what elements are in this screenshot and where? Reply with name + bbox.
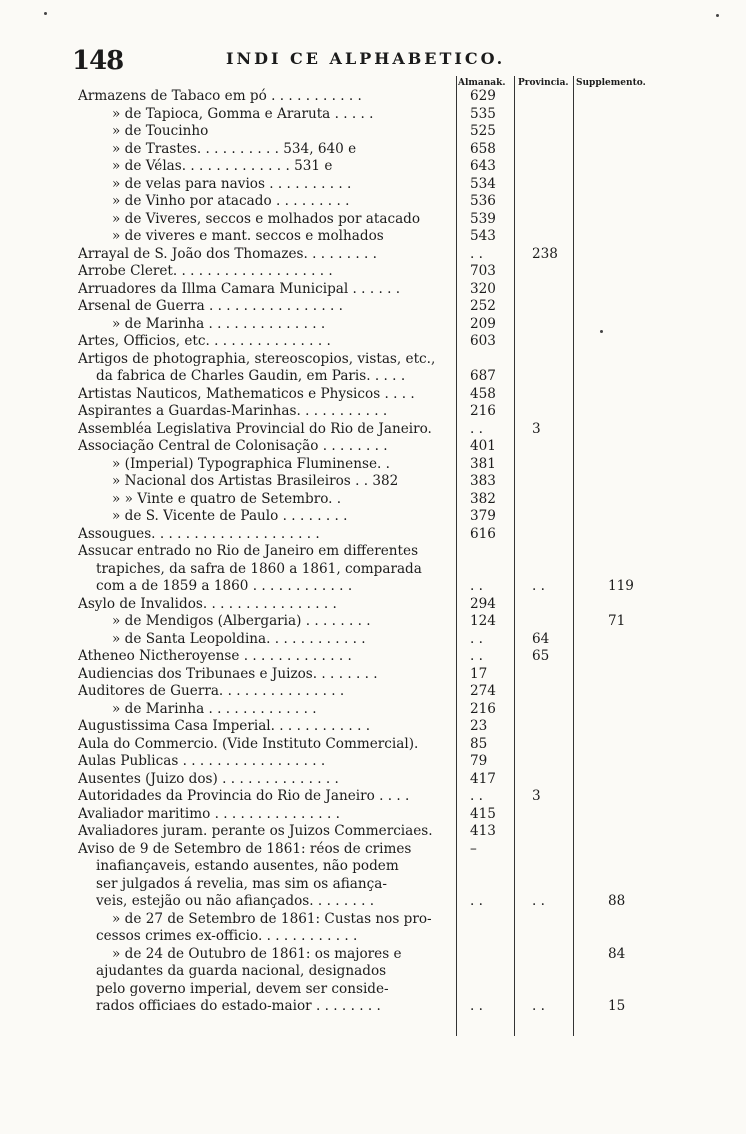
- index-row: [0, 963, 746, 981]
- entry-text: Aviso de 9 de Setembro de 1861: réos de crimes: [78, 840, 412, 857]
- entry-text: Assougues. . . . . . . . . . . . . . . . . . . .: [78, 525, 320, 542]
- page-number: 148: [72, 46, 124, 76]
- entry-text: » » Vinte e quatro de Setembro. .: [112, 490, 342, 507]
- almanak-ref: 209: [470, 315, 496, 332]
- entry-text: Auditores de Guerra. . . . . . . . . . . . . . .: [78, 683, 345, 699]
- almanak-ref: 294: [470, 595, 496, 612]
- supplemento-ref: 88: [608, 893, 626, 909]
- index-row: [0, 596, 746, 614]
- entry-text: Assucar entrado no Rio de Janeiro em differentes: [78, 543, 419, 559]
- provincia-ref: . .: [532, 893, 545, 909]
- almanak-ref: 252: [470, 298, 496, 314]
- entry-text: Artigos de photographia, stereoscopios, vistas, etc.,: [78, 350, 436, 367]
- index-row: [0, 298, 746, 316]
- entry-text: Arsenal de Guerra . . . . . . . . . . . . . . . .: [78, 298, 343, 314]
- almanak-ref: 216: [470, 403, 496, 419]
- entry-text: » de Marinha . . . . . . . . . . . . . .: [112, 315, 326, 332]
- provincia-ref: . .: [532, 998, 545, 1014]
- index-row: [0, 421, 746, 439]
- almanak-ref: . .: [470, 788, 483, 804]
- entry-text: ser julgados á revelia, mas sim os afiança-: [96, 875, 387, 892]
- supplemento-ref: 71: [608, 613, 626, 629]
- index-row: [0, 491, 746, 509]
- provincia-ref: 238: [532, 245, 558, 262]
- index-row: [0, 176, 746, 194]
- print-speck: [716, 14, 719, 17]
- index-row: [0, 841, 746, 859]
- index-row: [0, 666, 746, 684]
- index-row: [0, 806, 746, 824]
- index-row: [0, 88, 746, 106]
- almanak-ref: 320: [470, 280, 496, 297]
- index-row: [0, 631, 746, 649]
- index-row: [0, 141, 746, 159]
- index-row: [0, 753, 746, 771]
- entry-text: Audiencias dos Tribunaes e Juizos. . . . . . . .: [78, 665, 378, 682]
- index-row: [0, 701, 746, 719]
- almanak-ref: 534: [470, 175, 496, 192]
- entry-text: » de Viveres, seccos e molhados por atacado: [112, 210, 421, 227]
- entry-text: Arrobe Cleret. . . . . . . . . . . . . . . . . . .: [78, 263, 333, 279]
- index-row: [0, 543, 746, 561]
- almanak-ref: 458: [470, 385, 496, 402]
- index-row: [0, 281, 746, 299]
- supplemento-ref: 119: [608, 578, 634, 594]
- column-header-supplemento: Supplemento.: [576, 78, 646, 88]
- entry-text: » Nacional dos Artistas Brasileiros . . 382: [112, 473, 399, 489]
- almanak-ref: . .: [470, 893, 483, 909]
- index-row: [0, 823, 746, 841]
- provincia-ref: 65: [532, 648, 550, 664]
- entry-text: Augustissima Casa Imperial. . . . . . . . . . . .: [78, 718, 371, 734]
- entry-text: » de Vinho por atacado . . . . . . . . .: [112, 193, 350, 209]
- almanak-ref: 658: [470, 140, 496, 157]
- index-row: [0, 683, 746, 701]
- print-speck: [44, 12, 47, 15]
- entry-text: » de viveres e mant. seccos e molhados: [112, 228, 384, 244]
- column-header-provincia: Provincia.: [518, 78, 569, 88]
- index-row: [0, 403, 746, 421]
- almanak-ref: 383: [470, 473, 496, 489]
- entry-text: trapiches, da safra de 1860 a 1861, comparada: [96, 560, 422, 577]
- almanak-ref: 23: [470, 718, 488, 734]
- almanak-ref: 124: [470, 613, 496, 629]
- entry-text: Aulas Publicas . . . . . . . . . . . . . . . . .: [78, 753, 326, 769]
- index-row: [0, 771, 746, 789]
- almanak-ref: 17: [470, 665, 488, 682]
- entry-text: da fabrica de Charles Gaudin, em Paris. . . . .: [96, 368, 406, 384]
- index-row: [0, 211, 746, 229]
- entry-text: Artistas Nauticos, Mathematicos e Physicos . . . .: [78, 385, 415, 402]
- index-row: [0, 981, 746, 999]
- provincia-ref: 64: [532, 630, 550, 647]
- entry-text: » de Marinha . . . . . . . . . . . . .: [112, 700, 317, 717]
- almanak-ref: . .: [470, 245, 483, 262]
- index-row: [0, 386, 746, 404]
- index-row: [0, 946, 746, 964]
- index-row: [0, 456, 746, 474]
- almanak-ref: 643: [470, 158, 496, 174]
- provincia-ref: 3: [532, 788, 541, 804]
- almanak-ref: 629: [470, 88, 496, 104]
- index-row: [0, 316, 746, 334]
- entry-text: Aula do Commercio. (Vide Instituto Commercial).: [78, 735, 419, 752]
- index-row: [0, 263, 746, 281]
- index-row: [0, 526, 746, 544]
- index-row: [0, 123, 746, 141]
- supplemento-ref: 15: [608, 998, 626, 1014]
- almanak-ref: . .: [470, 630, 483, 647]
- provincia-ref: 3: [532, 420, 541, 437]
- index-row: [0, 228, 746, 246]
- almanak-ref: 616: [470, 525, 496, 542]
- index-row: [0, 893, 746, 911]
- almanak-ref: 603: [470, 333, 496, 349]
- index-row: [0, 438, 746, 456]
- column-header-almanak: Almanak.: [458, 78, 506, 88]
- almanak-ref: 536: [470, 193, 496, 209]
- almanak-ref: 687: [470, 368, 496, 384]
- entry-text: » de S. Vicente de Paulo . . . . . . . .: [112, 508, 348, 524]
- entry-text: » de Vélas. . . . . . . . . . . . . 531 e: [112, 158, 333, 174]
- entry-text: inafiançaveis, estando ausentes, não podem: [96, 858, 399, 874]
- index-row: [0, 473, 746, 491]
- index-row: [0, 193, 746, 211]
- entry-text: Armazens de Tabaco em pó . . . . . . . . . . .: [78, 88, 362, 104]
- almanak-ref: 703: [470, 263, 496, 279]
- entry-text: Atheneo Nictheroyense . . . . . . . . . . . . .: [78, 648, 352, 664]
- entry-text: » de Trastes. . . . . . . . . . 534, 640 e: [112, 140, 357, 157]
- almanak-ref: 85: [470, 735, 488, 752]
- entry-text: veis, estejão ou não afiançados. . . . . . . .: [96, 893, 375, 909]
- entry-text: Artes, Officios, etc. . . . . . . . . . . . . . .: [78, 333, 331, 349]
- entry-text: cessos crimes ex-officio. . . . . . . . . . . .: [96, 928, 358, 944]
- entry-text: pelo governo imperial, devem ser conside-: [96, 980, 389, 997]
- index-row: [0, 613, 746, 631]
- almanak-ref: 381: [470, 455, 496, 472]
- supplemento-ref: 84: [608, 945, 626, 962]
- entry-text: » de 27 de Setembro de 1861: Custas nos pro-: [112, 910, 432, 927]
- almanak-ref: 216: [470, 700, 496, 717]
- almanak-ref: –: [470, 840, 477, 857]
- entry-text: Assembléa Legislativa Provincial do Rio de Janeiro.: [78, 420, 432, 437]
- almanak-ref: 401: [470, 438, 496, 454]
- almanak-ref: 415: [470, 805, 496, 822]
- index-row: [0, 858, 746, 876]
- index-row: [0, 998, 746, 1016]
- entry-text: Avaliadores juram. perante os Juizos Commerciaes.: [78, 823, 433, 839]
- almanak-ref: 539: [470, 210, 496, 227]
- entry-text: » de Mendigos (Albergaria) . . . . . . . .: [112, 613, 371, 629]
- almanak-ref: 525: [470, 123, 496, 139]
- entry-text: » de velas para navios . . . . . . . . . .: [112, 175, 352, 192]
- entry-text: Associação Central de Colonisação . . . . . . . .: [78, 438, 388, 454]
- index-row: [0, 718, 746, 736]
- entry-text: Asylo de Invalidos. . . . . . . . . . . . . . . .: [78, 595, 337, 612]
- index-row: [0, 333, 746, 351]
- almanak-ref: 413: [470, 823, 496, 839]
- index-row: [0, 788, 746, 806]
- index-row: [0, 578, 746, 596]
- almanak-ref: 79: [470, 753, 488, 769]
- entry-text: » de Santa Leopoldina. . . . . . . . . . . .: [112, 630, 366, 647]
- almanak-ref: . .: [470, 998, 483, 1014]
- entry-text: » de Toucinho: [112, 123, 209, 139]
- entry-text: rados officiaes do estado-maior . . . . . . . .: [96, 998, 381, 1014]
- index-row: [0, 928, 746, 946]
- almanak-ref: . .: [470, 420, 483, 437]
- entry-text: Autoridades da Provincia do Rio de Janeiro . . . .: [78, 788, 410, 804]
- entry-text: » de Tapioca, Gomma e Araruta . . . . .: [112, 105, 374, 122]
- almanak-ref: 543: [470, 228, 496, 244]
- entry-text: Aspirantes a Guardas-Marinhas. . . . . . . . . . .: [78, 403, 388, 419]
- entry-text: Arruadores da Illma Camara Municipal . . . . . .: [78, 280, 401, 297]
- page-title: INDI CE ALPHABETICO.: [226, 49, 506, 68]
- index-row: [0, 158, 746, 176]
- index-row: [0, 648, 746, 666]
- entry-text: » (Imperial) Typographica Fluminense. .: [112, 455, 390, 472]
- entry-text: ajudantes da guarda nacional, designados: [96, 963, 387, 979]
- index-row: [0, 368, 746, 386]
- entry-text: Arrayal de S. João dos Thomazes. . . . . . . . .: [78, 245, 377, 262]
- index-row: [0, 246, 746, 264]
- index-row: [0, 351, 746, 369]
- entry-text: Avaliador maritimo . . . . . . . . . . . . . . .: [78, 805, 340, 822]
- index-entries: [0, 88, 746, 1016]
- index-row: [0, 508, 746, 526]
- almanak-ref: 274: [470, 683, 496, 699]
- almanak-ref: 535: [470, 105, 496, 122]
- almanak-ref: 417: [470, 770, 496, 787]
- index-row: [0, 911, 746, 929]
- almanak-ref: 382: [470, 490, 496, 507]
- index-row: [0, 876, 746, 894]
- almanak-ref: . .: [470, 648, 483, 664]
- index-row: [0, 106, 746, 124]
- entry-text: » de 24 de Outubro de 1861: os majores e: [112, 945, 402, 962]
- almanak-ref: . .: [470, 578, 483, 594]
- index-row: [0, 561, 746, 579]
- almanak-ref: 379: [470, 508, 496, 524]
- index-row: [0, 736, 746, 754]
- provincia-ref: . .: [532, 578, 545, 594]
- entry-text: com a de 1859 a 1860 . . . . . . . . . . . .: [96, 578, 353, 594]
- entry-text: Ausentes (Juizo dos) . . . . . . . . . . . . . .: [78, 770, 339, 787]
